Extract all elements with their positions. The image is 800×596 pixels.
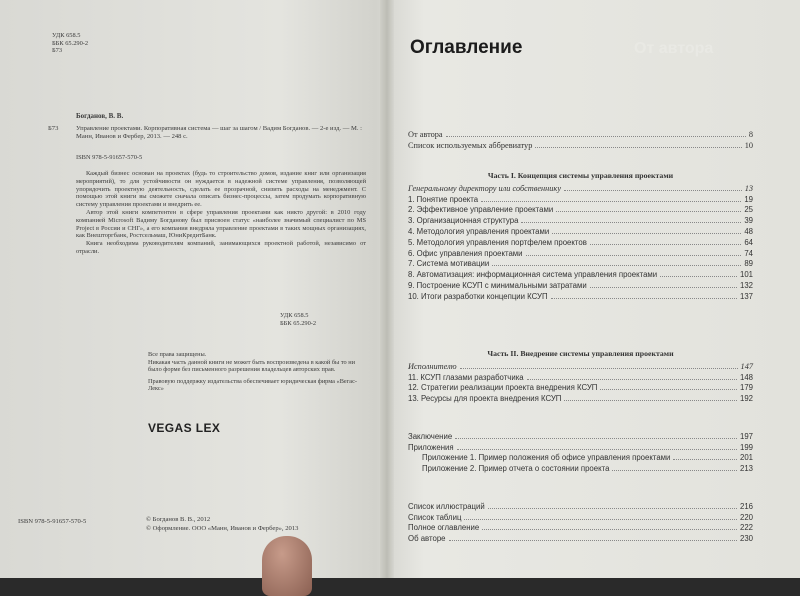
toc-entry: 10. Итоги разработки концепции КСУП 137	[408, 291, 753, 301]
toc-back	[408, 500, 753, 543]
toc-entry: 9. Построение КСУП с минимальными затратами 132	[408, 280, 753, 290]
toc-entry: Об авторе 230	[408, 534, 753, 544]
toc-entry: Список таблиц 220	[408, 512, 753, 522]
toc-entry: 6. Офис управления проектами 74	[408, 248, 753, 258]
udk-block	[52, 32, 88, 55]
toc-entry: Генеральному директору или собственнику 13	[408, 183, 753, 193]
finger-photo	[262, 536, 312, 596]
annotation-paragraph: Каждый бизнес основан на проектах (будь то строительство домов, издание книг или организация мероприятий), то для устойчивости он нуждается в надежной системе управления, позволяющей упорядочить проектную деятельность, сделать ее прозрачной, снизить расходы на менеджмент. С помощью этой книги вы сможете сначала описать бизнес-процессы, затем продумать корпоративную систему управления проектами и внедрить ее.	[76, 170, 366, 209]
toc-part-1	[408, 166, 753, 301]
show-through-text: От автора	[634, 40, 714, 57]
toc-entry: 8. Автоматизация: информационная система управления проектами 101	[408, 270, 753, 280]
toc-entry: Приложение 2. Пример отчета о состоянии проекта 213	[422, 464, 753, 474]
toc-entry: 13. Ресурсы для проекта внедрения КСУП 192	[408, 394, 753, 404]
copyright-line: © Оформление. ООО «Манн, Иванов и Фербер», 2013	[146, 525, 299, 532]
toc-entry: От автора 8	[408, 129, 753, 139]
toc-entry: Список используемых аббревиатур 10	[408, 140, 753, 150]
vegas-lex-logo: VEGAS LEX	[148, 421, 221, 435]
part-heading: Часть II. Внедрение системы управления проектами	[487, 349, 674, 358]
toc-entry: 12. Стратегии реализации проекта внедрения КСУП 179	[408, 383, 753, 393]
author-mark: Б73	[52, 47, 63, 55]
copyright-block	[146, 515, 298, 533]
toc-entry: Исполнителю 147	[408, 361, 753, 371]
annotation-paragraph: Книга необходима руководителям компаний, занимающихся проектной работой, независимо от отрасли.	[76, 240, 366, 255]
rights-notice	[148, 351, 363, 393]
udk-code: УДК 658.5	[280, 312, 309, 319]
author-name: Богданов, В. В.	[76, 112, 124, 120]
isbn-line: ISBN 978-5-91657-570-5	[76, 154, 143, 161]
toc-entry: Заключение 197	[408, 431, 753, 441]
annotation	[76, 170, 366, 256]
toc-entry: Список иллюстраций 216	[408, 501, 753, 511]
bbk-code: ББК 65.290-2	[52, 39, 89, 47]
rights-line: Никакая часть данной книги не может быть воспроизведена в какой бы то ни было форме без письменного разрешения владельцев авторских прав.	[148, 358, 355, 374]
contents-page	[394, 0, 800, 578]
author-mark-2: Б73	[48, 125, 59, 132]
toc-entry: Полное оглавление 222	[408, 523, 753, 533]
copyright-line: © Богданов В. В., 2012	[146, 516, 211, 523]
toc-appendices	[408, 430, 753, 473]
bbk-code: ББК 65.290-2	[280, 319, 317, 327]
toc-entry: 4. Методология управления проектами 48	[408, 226, 753, 236]
toc-front	[408, 128, 753, 150]
toc-entry: 1. Понятие проекта 19	[408, 194, 753, 204]
bibliographic-record: Управление проектами. Корпоративная система — шаг за шагом / Вадим Богданов. — 2-е изд. — М. : Манн, Иванов и Фербер, 2013. — 248 с.	[76, 125, 362, 141]
toc-entry: Приложения 199	[408, 442, 753, 452]
page-title: Оглавление	[410, 37, 523, 58]
toc-entry: 5. Методология управления портфелем проектов 64	[408, 237, 753, 247]
udk-code: УДК 658.5	[52, 32, 81, 39]
annotation-paragraph: Автор этой книги компетентен в сфере управления проектами как никто другой: в 2010 году компанией Microsoft Вадиму Богданову был присвоен статус «наиболее значимый специалист по MS Project в России и СНГ», а его компания внедряла управление проектами в таких мощных организациях, как Внешторгбанк, Ростсельмаш, ЮниКредитБанк.	[76, 208, 366, 240]
imprint-page	[0, 0, 380, 578]
rights-line: Все права защищены.	[148, 351, 207, 358]
toc-entry: 7. Система мотивации 89	[408, 259, 753, 269]
toc-entry: 3. Организационная структура 39	[408, 216, 753, 226]
legal-support-line: Правовую поддержку издательства обеспечивает юридическая фирма «Вегас-Лекс»	[148, 377, 357, 393]
book-gutter	[380, 0, 394, 578]
toc-part-2	[408, 344, 753, 403]
toc-entry: Приложение 1. Пример положения об офисе управления проектами 201	[422, 453, 753, 463]
udk-block-2	[280, 312, 316, 327]
isbn-footer: ISBN 978-5-91657-570-5	[18, 518, 87, 525]
toc-entry: 2. Эффективное управление проектами 25	[408, 205, 753, 215]
part-heading: Часть I. Концепция системы управления проектами	[487, 171, 674, 180]
toc-entry: 11. КСУП глазами разработчика 148	[408, 372, 753, 382]
